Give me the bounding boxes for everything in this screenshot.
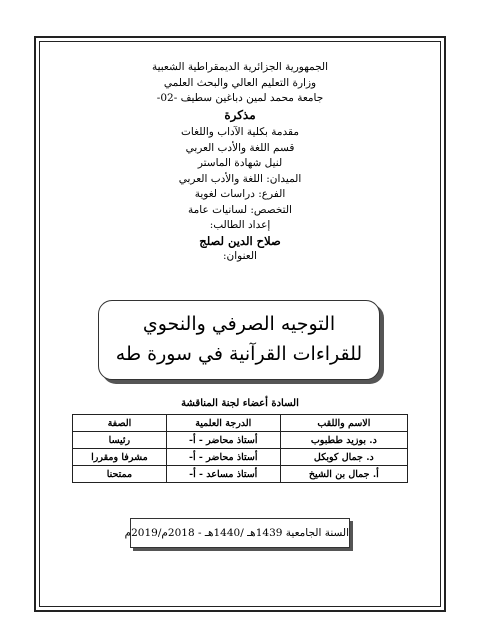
memo-label: مذكرة <box>224 107 256 122</box>
academic-year-box <box>124 518 350 548</box>
table-row <box>73 449 408 466</box>
submitted-to-line: مقدمة بكلية الآداب واللغات <box>181 126 299 138</box>
degree-line: لنيل شهادة الماستر <box>197 157 283 169</box>
column-header-role: الصفة <box>73 415 167 432</box>
table-row <box>73 432 408 449</box>
prepared-by-line: إعداد الطالب: <box>209 219 271 231</box>
member-rank: أستاذ محاضر - أ- <box>166 432 280 449</box>
thesis-title-line1: التوجيه الصرفي والنحوي <box>142 313 336 335</box>
thesis-title-line2: للقراءات القرآنية في سورة طه <box>115 343 363 365</box>
academic-year: السنة الجامعية 1439هـ /1440هـ - 2018م/2019م <box>124 527 349 539</box>
department-line: قسم اللغة والأدب العربي <box>185 141 295 154</box>
university-line: جامعة محمد لمين دباغين سطيف -02- <box>156 92 324 104</box>
member-role: رئيسا <box>73 432 167 449</box>
specialty-line: التخصص: لسانيات عامة <box>188 203 292 216</box>
republic-line: الجمهورية الجزائرية الديمقراطية الشعبية <box>151 61 329 73</box>
member-name: د. بوزيد ططبوب <box>280 432 407 449</box>
member-role: ممتحنا <box>73 466 167 483</box>
field-line: الميدان: اللغة والأدب العربي <box>178 172 302 185</box>
member-rank: أستاذ محاضر - أ- <box>166 449 280 466</box>
student-name: صلاح الدين لصلج <box>199 233 281 248</box>
cover-header <box>60 60 420 265</box>
column-header-rank: الدرجة العلمية <box>166 415 280 432</box>
member-role: مشرفا ومقررا <box>73 449 167 466</box>
committee-table <box>72 414 408 483</box>
committee-header-row <box>73 415 408 432</box>
member-rank: أستاذ مساعد - أ- <box>166 466 280 483</box>
table-row <box>73 466 408 483</box>
member-name: أ. جمال بن الشيخ <box>280 466 407 483</box>
member-name: د. جمال كوبكل <box>280 449 407 466</box>
column-header-name: الاسم واللقب <box>280 415 407 432</box>
branch-line: الفرع: دراسات لغوية <box>194 188 286 200</box>
ministry-line: وزارة التعليم العالي والبحث العلمي <box>163 76 317 89</box>
thesis-title-box <box>98 300 380 380</box>
committee-heading: السادة أعضاء لجنة المناقشة <box>181 398 299 409</box>
title-label: العنوان: <box>223 250 257 262</box>
